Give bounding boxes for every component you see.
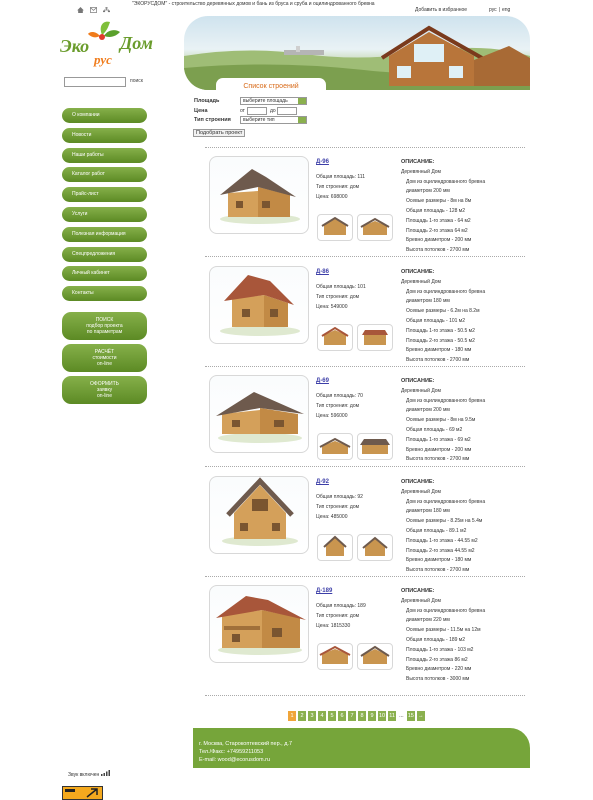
description-line: Бревно диаметром - 180 мм: [406, 347, 472, 354]
house-price: Цена: 698000: [316, 193, 348, 200]
house-description: [401, 268, 485, 366]
page-link[interactable]: 11: [389, 713, 395, 719]
house-card: [207, 266, 527, 366]
home-icon[interactable]: [77, 7, 84, 13]
search-project-line2: подбор проекта: [86, 323, 123, 329]
house-description: [401, 158, 485, 256]
add-to-favorites-link[interactable]: Добавить в избранное: [415, 7, 468, 13]
price-to-input[interactable]: [277, 107, 297, 115]
house-title-link[interactable]: Д-189: [316, 588, 333, 594]
description-line: Высота потолков - 2700 мм: [406, 567, 470, 574]
language-switcher: рус | eng: [489, 7, 511, 13]
house-price: Цена: 549000: [316, 303, 348, 310]
description-line: Осевые размеры - 8.25м на 5.4м: [406, 518, 483, 525]
sound-toggle[interactable]: [68, 770, 111, 778]
description-line: диаметром 180 мм: [406, 508, 450, 515]
house-description: [401, 478, 485, 576]
area-select-value: выберите площадь: [243, 98, 288, 104]
house-thumbnail[interactable]: [357, 433, 393, 460]
request-line1: ОФОРМИТЬ: [90, 381, 119, 387]
menu-item-catalog[interactable]: Каталог работ: [62, 167, 147, 182]
description-line: Бревно диаметром - 200 мм: [406, 446, 472, 453]
house-type: Тип строения: дом: [316, 503, 360, 510]
type-select-value: выберите тип: [243, 117, 275, 123]
description-line: Осевые размеры - 8м на 9.5м: [406, 417, 476, 424]
description-line: Общая площадь - 101 м2: [406, 317, 466, 324]
house-photo[interactable]: [209, 156, 309, 234]
description-line: диаметром 200 мм: [406, 188, 450, 195]
house-thumbnail[interactable]: [357, 214, 393, 241]
house-photo[interactable]: [209, 375, 309, 453]
menu-item-useful-info[interactable]: Полезная информация: [62, 227, 147, 242]
house-description: [401, 587, 485, 685]
price-label: Цена: [194, 107, 208, 114]
description-line: Деревянный Дом: [401, 597, 441, 604]
description-line: Площадь 2-го этажа 44.55 м2: [406, 547, 475, 554]
house-thumbnail[interactable]: [357, 324, 393, 351]
page-link[interactable]: 15: [407, 713, 414, 719]
description-line: Площадь 1-го этажа - 44.55 м2: [406, 537, 478, 544]
type-select[interactable]: [240, 116, 307, 124]
description-line: Дом из оцилиндрованного бревна: [406, 397, 486, 404]
lang-ru-link[interactable]: рус: [489, 7, 497, 13]
page-link[interactable]: 8: [358, 711, 366, 721]
main-menu: [62, 108, 147, 306]
area-select[interactable]: [240, 97, 307, 105]
description-line: Площадь 2-го этажа - 50.5 м2: [406, 337, 475, 344]
divider: [205, 366, 525, 367]
svg-text:Эко: Эко: [60, 36, 90, 56]
search-project-line1: ПОИСК: [95, 317, 114, 323]
search-project-button[interactable]: [62, 312, 147, 340]
description-line: диаметром 180 мм: [406, 298, 450, 305]
description-line: диаметром 220 мм: [406, 617, 450, 624]
page-link[interactable]: 7: [348, 711, 356, 721]
house-card: [207, 585, 527, 685]
house-price: Цена: 596000: [316, 412, 348, 419]
menu-item-special-offers[interactable]: Спецпредложения: [62, 247, 147, 262]
house-type: Тип строения: дом: [316, 183, 360, 190]
house-card: [207, 476, 527, 576]
next-page-arrow-icon[interactable]: →: [418, 713, 424, 719]
find-project-button[interactable]: Подобрать проект: [193, 129, 245, 137]
sound-bars-icon: [101, 770, 111, 776]
page-link[interactable]: 4: [318, 711, 326, 721]
divider: [205, 147, 525, 148]
divider: [205, 576, 525, 577]
description-line: Бревно диаметром - 180 мм: [406, 557, 472, 564]
description-line: Дом из оцилиндрованного бревна: [406, 178, 486, 185]
house-summary: [316, 173, 365, 202]
house-thumbnail[interactable]: [357, 643, 393, 670]
house-photo[interactable]: [209, 476, 309, 554]
house-title-link[interactable]: Д-86: [316, 269, 329, 275]
house-photo[interactable]: [209, 266, 309, 344]
type-label: Тип строения: [194, 117, 231, 123]
description-line: Деревянный Дом: [401, 387, 441, 394]
divider: [205, 466, 525, 467]
description-line: Площадь 1-го этажа - 50.5 м2: [406, 327, 475, 334]
house-area: Общая площадь: 70: [316, 393, 363, 399]
chevron-down-icon: [298, 98, 306, 104]
page-link[interactable]: 1: [288, 711, 296, 721]
description-line: Высота потолков - 2700 мм: [406, 247, 470, 254]
house-thumbnail[interactable]: [317, 214, 353, 241]
price-from-input[interactable]: [247, 107, 267, 115]
calculate-line1: РАСЧЁТ: [94, 349, 115, 355]
description-line: Общая площадь - 189 м2: [406, 636, 466, 643]
site-tagline: "ЭКОРУСДОМ" - строительство деревянных домов и бань из бруса и сруба и оцилиндрованного бревна: [132, 1, 375, 7]
house-thumbnail[interactable]: [317, 643, 353, 670]
page-link[interactable]: 5: [328, 711, 336, 721]
page-ellipsis: ...: [399, 713, 404, 719]
search-input[interactable]: [64, 77, 126, 87]
description-line: Высота потолков - 2700 мм: [406, 357, 470, 364]
price-to-label: до: [270, 107, 276, 114]
house-area: Общая площадь: 189: [316, 603, 366, 609]
house-summary: [316, 392, 363, 421]
house-thumbnail[interactable]: [317, 324, 353, 351]
house-summary: [316, 493, 363, 522]
divider: [205, 256, 525, 257]
description-heading: ОПИСАНИЕ:: [401, 378, 435, 384]
mail-icon[interactable]: [90, 7, 97, 13]
search-project-line3: по параметрам: [86, 329, 123, 335]
house-thumbnail[interactable]: [317, 534, 353, 561]
calculate-cost-button[interactable]: [62, 344, 147, 372]
house-thumbnail[interactable]: [317, 433, 353, 460]
description-line: Общая площадь - 128 м2: [406, 207, 466, 214]
footer-address: г. Москва, Старокоптевский пер., д.7: [199, 741, 293, 747]
description-line: Площадь 2-го этажа 64 м2: [406, 227, 468, 234]
page-link[interactable]: 6: [338, 711, 346, 721]
menu-item-about[interactable]: О компании: [62, 108, 147, 123]
menu-item-price-list[interactable]: Прайс-лист: [62, 187, 147, 202]
description-line: Деревянный Дом: [401, 168, 441, 175]
description-line: Площадь 2-го этажа 86 м2: [406, 656, 468, 663]
description-line: Общая площадь - 69 м2: [406, 426, 463, 433]
house-area: Общая площадь: 111: [316, 174, 366, 180]
page-link[interactable]: 10: [379, 713, 386, 719]
menu-item-services[interactable]: Услуги: [62, 207, 147, 222]
description-heading: ОПИСАНИЕ:: [401, 269, 435, 275]
price-from-label: от: [240, 107, 245, 114]
house-card: [207, 156, 527, 256]
description-line: Деревянный Дом: [401, 488, 441, 495]
house-price: Цена: 1815330: [316, 622, 351, 629]
sitemap-icon[interactable]: [103, 7, 110, 13]
description-line: диаметром 200 мм: [406, 407, 450, 414]
page-link[interactable]: 2: [298, 711, 306, 721]
house-title-link[interactable]: Д-69: [316, 378, 329, 384]
footer: [193, 728, 530, 768]
house-card: [207, 375, 527, 475]
description-heading: ОПИСАНИЕ:: [401, 588, 435, 594]
description-line: Общая площадь - 89.1 м2: [406, 527, 467, 534]
top-bar: [0, 0, 593, 14]
menu-item-contacts[interactable]: Контакты: [62, 286, 147, 301]
description-line: Площадь 1-го этажа - 64 м2: [406, 217, 471, 224]
description-line: Высота потолков - 3000 мм: [406, 676, 470, 683]
house-type: Тип строения: дом: [316, 612, 360, 619]
description-line: Осевые размеры - 8м на 8м: [406, 198, 472, 205]
description-line: Дом из оцилиндрованного бревна: [406, 607, 486, 614]
page-link[interactable]: 3: [308, 711, 316, 721]
page-link[interactable]: 9: [368, 711, 376, 721]
calculate-line3: on-line: [96, 361, 112, 367]
house-area: Общая площадь: 92: [316, 494, 363, 500]
description-line: Площадь 1-го этажа - 69 м2: [406, 436, 471, 443]
house-area: Общая площадь: 101: [316, 284, 366, 290]
search-button[interactable]: поиск: [130, 78, 143, 84]
house-title-link[interactable]: Д-96: [316, 159, 329, 165]
house-title-link[interactable]: Д-92: [316, 479, 329, 485]
request-line3: on-line: [96, 393, 112, 399]
description-line: Площадь 1-го этажа - 103 м2: [406, 646, 474, 653]
house-photo[interactable]: [209, 585, 309, 663]
description-line: Дом из оцилиндрованного бревна: [406, 288, 486, 295]
description-line: Дом из оцилиндрованного бревна: [406, 498, 486, 505]
description-line: Осевые размеры - 11.5м на 12м: [406, 627, 481, 634]
description-line: Высота потолков - 2700 мм: [406, 456, 470, 463]
description-line: Бревно диаметром - 220 мм: [406, 666, 472, 673]
house-summary: [316, 602, 366, 631]
menu-item-news[interactable]: Новости: [62, 128, 147, 143]
request-line2: заявку: [96, 387, 113, 393]
divider: [205, 695, 525, 696]
house-type: Тип строения: дом: [316, 293, 360, 300]
menu-item-our-works[interactable]: Наши работы: [62, 148, 147, 163]
area-label: Площадь: [194, 98, 220, 104]
submit-request-button[interactable]: [62, 376, 147, 404]
house-price: Цена: 485000: [316, 513, 348, 520]
footer-email[interactable]: E-mail: wood@ecorusdom.ru: [199, 757, 270, 763]
footer-phone: Тел./Факс: +74959211053: [199, 749, 264, 755]
sound-status: Звук включен: [68, 772, 100, 778]
house-description: [401, 377, 485, 465]
menu-item-account[interactable]: Личный кабинет: [62, 266, 147, 281]
filter-form: [194, 97, 334, 126]
pagination: [288, 711, 425, 721]
description-line: Осевые размеры - 6.2м на 8.2м: [406, 308, 480, 315]
visitor-counter-badge[interactable]: [62, 786, 103, 800]
page-title-tab: Список строений: [216, 78, 326, 94]
chevron-down-icon: [298, 117, 306, 123]
site-logo[interactable]: [60, 19, 175, 71]
description-line: Бревно диаметром - 200 мм: [406, 237, 472, 244]
lang-en-link[interactable]: eng: [501, 7, 511, 13]
svg-text:Дом: Дом: [120, 33, 153, 53]
house-thumbnail[interactable]: [357, 534, 393, 561]
house-summary: [316, 283, 366, 312]
description-line: Деревянный Дом: [401, 278, 441, 285]
house-type: Тип строения: дом: [316, 402, 360, 409]
description-heading: ОПИСАНИЕ:: [401, 479, 435, 485]
svg-text:рус: рус: [94, 52, 112, 67]
calculate-line2: стоимости: [92, 355, 117, 361]
description-heading: ОПИСАНИЕ:: [401, 159, 435, 165]
